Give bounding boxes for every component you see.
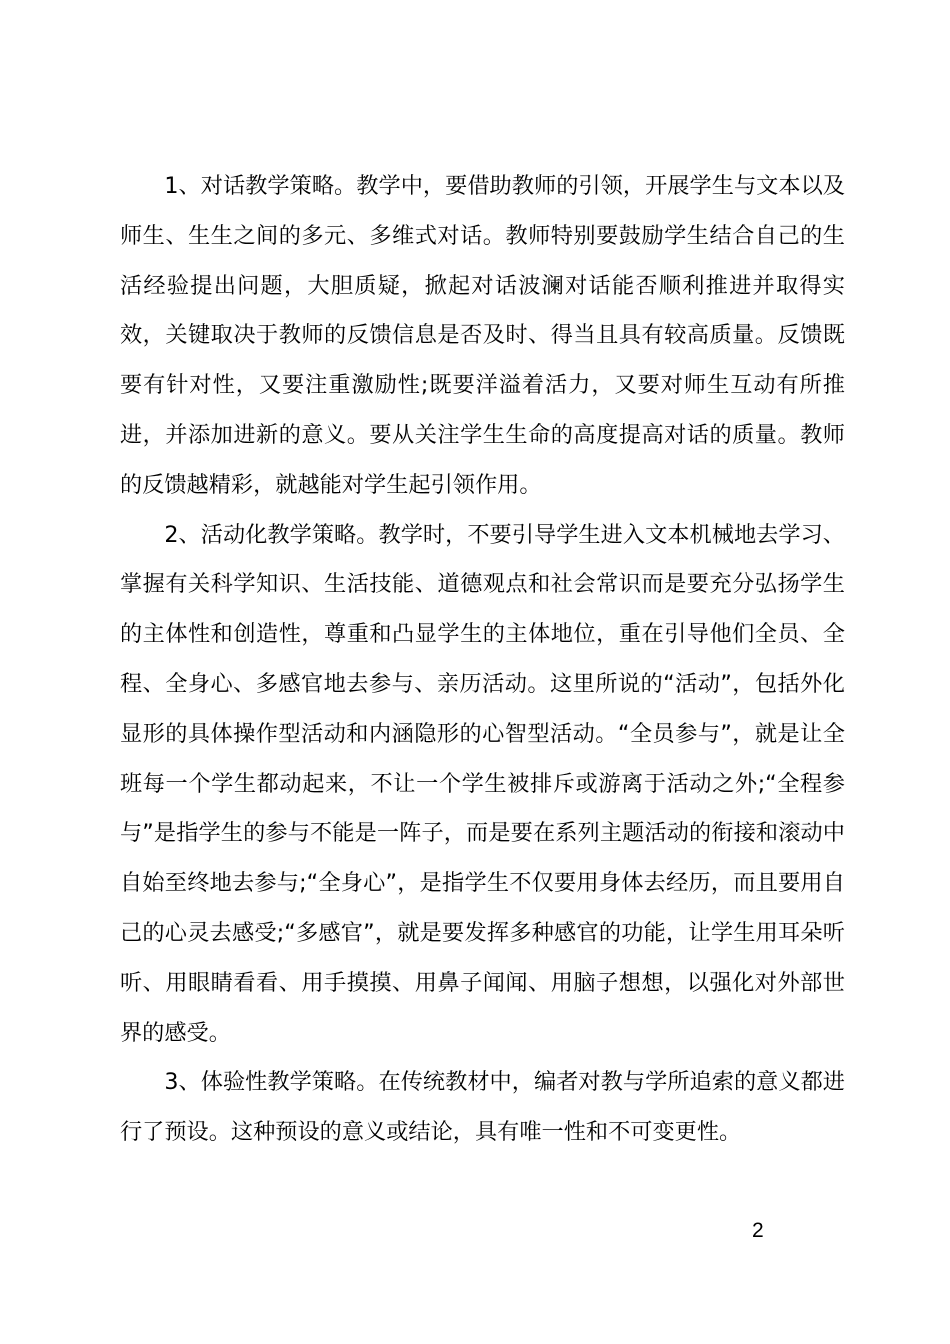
paragraph-experience-strategy: 3、体验性教学策略。在传统教材中，编者对教与学所追索的意义都进行了预设。这种预设的意义或结论，具有唯一性和不可变更性。 [120,1069,845,1146]
document-body [120,162,845,1158]
paragraph-dialogue-strategy: 1、对话教学策略。教学中，要借助教师的引领，开展学生与文本以及师生、生生之间的多元、多维式对话。教师特别要鼓励学生结合自己的生活经验提出问题，大胆质疑，掀起对话波澜对话能否顺利推进并取得实效，关键取决于教师的反馈信息是否及时、得当且具有较高质量。反馈既要有针对性，又要注重激励性;既要洋溢着活力，又要对师生互动有所推进，并添加进新的意义。要从关注学生生命的高度提高对话的质量。教师的反馈越精彩，就越能对学生起引领作用。 [120,173,845,498]
page-number: 2 [752,1219,764,1242]
paragraph-activity-strategy: 2、活动化教学策略。教学时，不要引导学生进入文本机械地去学习、掌握有关科学知识、生活技能、道德观点和社会常识而是要充分弘扬学生的主体性和创造性，尊重和凸显学生的主体地位，重在引导他们全员、全程、全身心、多感官地去参与、亲历活动。这里所说的“活动”，包括外化显形的具体操作型活动和内涵隐形的心智型活动。“全员参与”，就是让全班每一个学生都动起来，不让一个学生被排斥或游离于活动之外;“全程参与”是指学生的参与不能是一阵子，而是要在系列主题活动的衔接和滚动中自始至终地去参与;“全身心”，是指学生不仅要用身体去经历，而且要用自己的心灵去感受;“多感官”，就是要发挥多种感官的功能，让学生用耳朵听听、用眼睛看看、用手摸摸、用鼻子闻闻、用脑子想想，以强化对外部世界的感受。 [120,521,845,1046]
